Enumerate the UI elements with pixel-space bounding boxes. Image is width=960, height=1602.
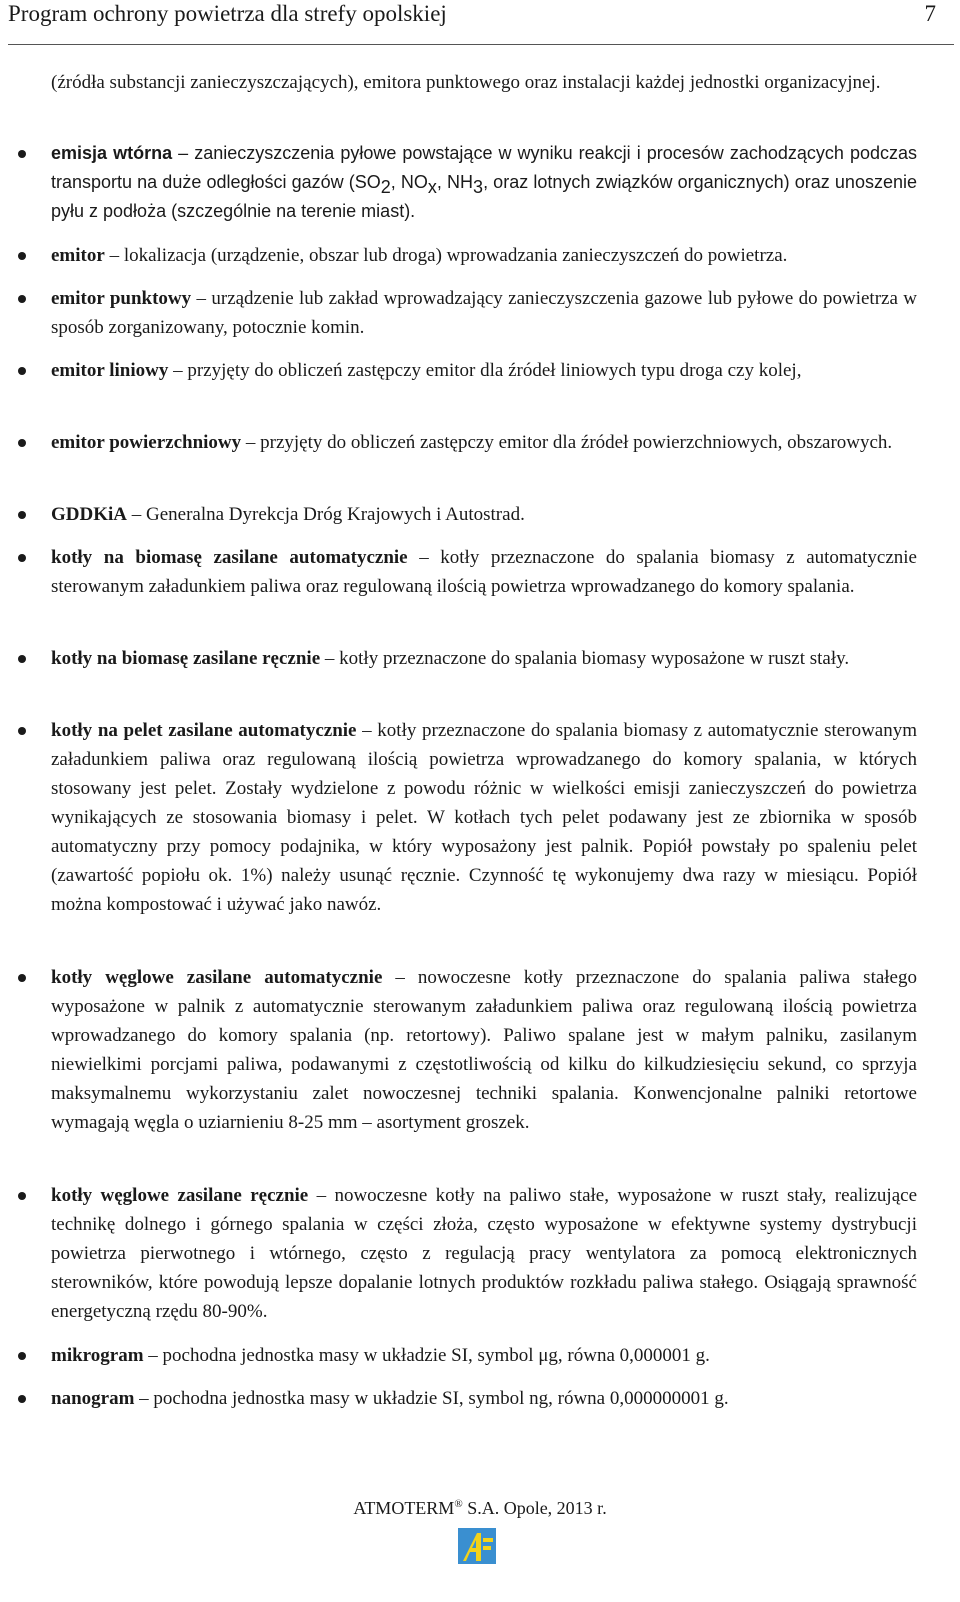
definition: – kotły przeznaczone do spalania biomasy z automatycznie sterowanym załadunkiem paliwa oraz regulowaną ilością powietrza wprowadzanego do komory spalania. xyxy=(51,547,917,597)
subscript: 3 xyxy=(473,176,484,197)
page-number: 7 xyxy=(924,1,936,26)
subscript: x xyxy=(427,176,437,197)
term: emitor liniowy xyxy=(51,360,169,381)
bullet-icon xyxy=(18,1395,26,1403)
definition: , NO xyxy=(390,172,428,192)
list-item xyxy=(51,543,917,601)
bullet-icon xyxy=(18,150,26,158)
definition: – kotły przeznaczone do spalania biomasy wyposażone w ruszt stały. xyxy=(320,648,850,669)
footer-company: ATMOTERM xyxy=(353,1498,455,1518)
definition: , oraz lotnych związków organicznych) oraz unoszenie pyłu z podłoża (szczególnie na terenie miast). xyxy=(51,172,917,221)
list-item xyxy=(51,139,917,226)
term: emitor punktowy xyxy=(51,288,192,309)
intro-paragraph: (źródła substancji zanieczyszczających), emitora punktowego oraz instalacji każdej jednostki organizacyjnej. xyxy=(51,72,881,93)
term: kotły na biomasę zasilane automatycznie xyxy=(51,547,408,568)
atmoterm-logo-icon xyxy=(458,1528,496,1564)
footer xyxy=(0,1496,960,1520)
term: mikrogram xyxy=(51,1345,144,1366)
definition: – pochodna jednostka masy w układzie SI, symbol μg, równa 0,000001 g. xyxy=(143,1345,710,1366)
term: kotły na pelet zasilane automatycznie xyxy=(51,720,357,741)
definition: – zanieczyszczenia pyłowe powstające w wyniku reakcji i procesów zachodzących podczas transportu na duże odległości gazów (SO xyxy=(51,143,917,192)
definition: – przyjęty do obliczeń zastępczy emitor dla źródeł liniowych typu droga czy kolej, xyxy=(168,360,802,381)
list-item xyxy=(51,500,917,529)
definition: – nowoczesne kotły na paliwo stałe, wyposażone w ruszt stały, realizujące technikę dolnego i górnego spalania w części złoża, często wyposażone w efektywne systemy dystrybucji powietrza pierwotnego i wtórnego, często z regulacją pracy wentylatora za pomocą elektronicznych sterowników, które powodują lepsze dopalanie lotnych produktów rozkładu paliwa stałego. Osiągają sprawność energetyczną rzędu 80-90%. xyxy=(51,1185,918,1322)
definition: – kotły przeznaczone do spalania biomasy z automatycznie sterowanym załadunkiem paliwa oraz regulowaną ilością powietrza wprowadzanego do komory spalania, w których stosowany jest pelet. Zostały wydzielone z powodu różnic w wielkości emisji zanieczyszczeń do powietrza wynikających ze stosowania biomasy i pelet. W kotłach tych pelet podawany jest ze zbiornika w sposób automatyczny przy pomocy podajnika, w który wyposażony jest palnik. Popiół powstały po spaleniu pelet (zawartość popiołu ok. 1%) należy usunąć ręcznie. Czynność tę wykonujemy dwa razy w miesiącu. Popiół można kompostować i używać jako nawóz. xyxy=(51,720,918,915)
list-item xyxy=(51,1384,917,1413)
definition: , NH xyxy=(436,172,474,192)
bullet-icon xyxy=(18,295,26,303)
list-item xyxy=(51,284,917,342)
registered-mark: ® xyxy=(454,1498,463,1510)
list-item xyxy=(51,644,917,673)
list-item xyxy=(51,716,917,919)
list-item xyxy=(51,1181,917,1326)
term: kotły węglowe zasilane ręcznie xyxy=(51,1185,309,1206)
definition: – pochodna jednostka masy w układzie SI, symbol ng, równa 0,000000001 g. xyxy=(134,1388,729,1409)
definition: – urządzenie lub zakład wprowadzający zanieczyszczenia gazowe lub pyłowe do powietrza w sposób zorganizowany, potocznie komin. xyxy=(51,288,917,338)
list-item xyxy=(51,241,917,270)
page-header xyxy=(8,0,954,45)
bullet-icon xyxy=(18,1192,26,1200)
bullet-icon xyxy=(18,1352,26,1360)
bullet-icon xyxy=(18,974,26,982)
definition: – przyjęty do obliczeń zastępczy emitor dla źródeł powierzchniowych, obszarowych. xyxy=(241,432,893,453)
document-title: Program ochrony powietrza dla strefy opolskiej xyxy=(8,1,447,26)
term: emitor powierzchniowy xyxy=(51,432,242,453)
definition: – nowoczesne kotły przeznaczone do spalania paliwa stałego wyposażone w palnik z automatycznie sterowanym załadunkiem paliwa oraz regulowaną ilością powietrza wprowadzanego do komory spalania (np. retortowy). Paliwo spalane jest w małym palniku, zasilanym niewielkimi porcjami paliwa, podawanymi z częstotliwością od kilku do kilkudziesięciu sekund, co sprzyja maksymalnemu wykorzystaniu zalet nowoczesnej techniki spalania. Konwencjonalne palniki retortowe wymagają węgla o uziarnieniu 8-25 mm – asortyment groszek. xyxy=(51,967,917,1133)
footer-suffix: S.A. Opole, 2013 r. xyxy=(462,1498,607,1518)
term: emisja wtórna xyxy=(51,143,173,163)
bullet-icon xyxy=(18,511,26,519)
term: nanogram xyxy=(51,1388,135,1409)
term: kotły węglowe zasilane automatycznie xyxy=(51,967,383,988)
bullet-icon xyxy=(18,554,26,562)
subscript: 2 xyxy=(380,176,391,197)
term: GDDKiA xyxy=(51,504,127,525)
definition: – Generalna Dyrekcja Dróg Krajowych i Autostrad. xyxy=(127,504,525,525)
list-item xyxy=(51,963,917,1137)
bullet-icon xyxy=(18,439,26,447)
bullet-icon xyxy=(18,367,26,375)
term: kotły na biomasę zasilane ręcznie xyxy=(51,648,321,669)
list-item xyxy=(51,356,917,385)
term: emitor xyxy=(51,245,105,266)
bullet-icon xyxy=(18,655,26,663)
list-item xyxy=(51,1341,917,1370)
list-item xyxy=(51,428,917,457)
bullet-icon xyxy=(18,252,26,260)
bullet-icon xyxy=(18,727,26,735)
definition: – lokalizacja (urządzenie, obszar lub droga) wprowadzania zanieczyszczeń do powietrza. xyxy=(104,245,788,266)
